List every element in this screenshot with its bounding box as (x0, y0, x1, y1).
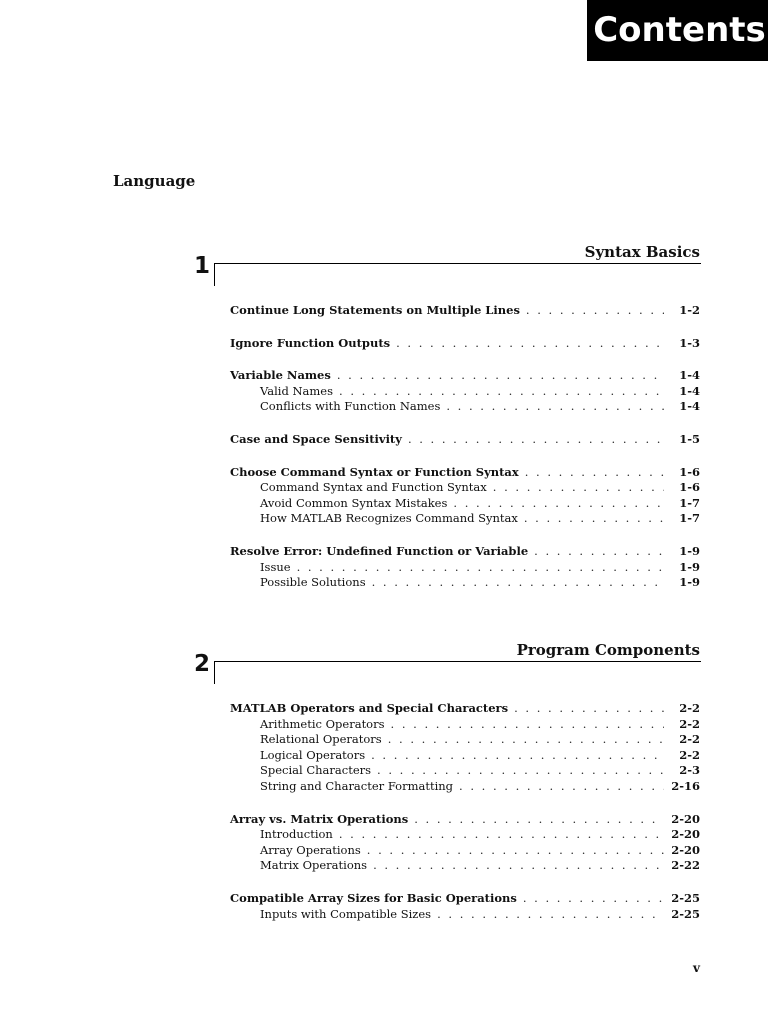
entry-title: How MATLAB Recognizes Command Syntax (260, 511, 518, 526)
toc-subsection-entry[interactable] (230, 384, 700, 400)
toc-subsection-entry[interactable] (230, 480, 700, 496)
toc-section-entry[interactable] (230, 368, 700, 384)
dot-leader (414, 812, 664, 828)
toc-section-entry[interactable] (230, 544, 700, 560)
entry-title: Possible Solutions (260, 575, 366, 590)
entry-title: Resolve Error: Undefined Function or Variable (230, 543, 529, 558)
entry-page-number: 2-20 (671, 811, 700, 826)
toc-subsection-entry[interactable] (230, 779, 700, 795)
entry-page-number: 1-4 (679, 368, 700, 383)
toc-section-entry[interactable] (230, 701, 700, 717)
dot-leader (297, 560, 664, 576)
dot-leader (377, 763, 664, 779)
dot-leader (459, 779, 664, 795)
dot-leader (396, 336, 664, 352)
toc-subsection-entry[interactable] (230, 763, 700, 779)
dot-leader (493, 480, 664, 496)
dot-leader (367, 843, 664, 859)
dot-leader (339, 827, 664, 843)
dot-leader (514, 701, 664, 717)
entry-title: Choose Command Syntax or Function Syntax (230, 464, 519, 479)
dot-leader (523, 891, 664, 907)
toc-subsection-entry[interactable] (230, 827, 700, 843)
entry-page-number: 1-9 (679, 575, 700, 590)
entry-page-number: 1-5 (679, 431, 700, 446)
entry-title: Conflicts with Function Names (260, 399, 441, 414)
toc-section-entry[interactable] (230, 891, 700, 907)
entry-title: Command Syntax and Function Syntax (260, 480, 487, 495)
chapter-number: 2 (194, 651, 211, 677)
entry-title: Array Operations (260, 842, 361, 857)
toc-entries-chapter-2 (230, 701, 700, 922)
dot-leader (437, 907, 664, 923)
dot-leader (388, 732, 664, 748)
dot-leader (337, 368, 664, 384)
entry-title: Relational Operators (260, 732, 382, 747)
chapter-rule (214, 263, 701, 286)
entry-page-number: 2-22 (671, 858, 700, 873)
entry-page-number: 2-2 (679, 701, 700, 715)
entry-title: Matrix Operations (260, 858, 368, 873)
entry-title: Compatible Array Sizes for Basic Operations (230, 890, 517, 905)
entry-page-number: 1-4 (679, 399, 700, 414)
toc-section-entry[interactable] (230, 303, 700, 319)
chapter-rule (214, 661, 701, 684)
entry-page-number: 2-20 (671, 827, 700, 842)
entry-page-number: 1-2 (679, 303, 700, 317)
dot-leader (373, 858, 664, 874)
dot-leader (453, 496, 664, 512)
toc-subsection-entry[interactable] (230, 748, 700, 764)
toc-subsection-entry[interactable] (230, 511, 700, 527)
entry-title: Continue Long Statements on Multiple Lines (230, 303, 520, 317)
entry-page-number: 2-25 (671, 906, 700, 921)
dot-leader (408, 432, 664, 448)
entry-title: Special Characters (260, 763, 372, 778)
entry-title: Case and Space Sensitivity (230, 431, 402, 446)
entry-title: Issue (260, 559, 291, 574)
entry-title: MATLAB Operators and Special Characters (230, 701, 509, 715)
toc-entries-chapter-1 (230, 303, 700, 591)
entry-page-number: 1-6 (679, 464, 700, 479)
chapter-number: 1 (194, 253, 211, 279)
entry-page-number: 2-3 (679, 763, 700, 778)
toc-subsection-entry[interactable] (230, 717, 700, 733)
chapter-title[interactable]: Program Components (516, 641, 700, 659)
entry-title: Inputs with Compatible Sizes (260, 906, 432, 921)
entry-page-number: 2-2 (679, 716, 700, 731)
toc-subsection-entry[interactable] (230, 575, 700, 591)
dot-leader (391, 717, 664, 733)
dot-leader (526, 303, 664, 319)
toc-section-entry[interactable] (230, 465, 700, 481)
entry-page-number: 2-2 (679, 732, 700, 747)
toc-subsection-entry[interactable] (230, 858, 700, 874)
entry-page-number: 1-3 (679, 335, 700, 350)
toc-subsection-entry[interactable] (230, 732, 700, 748)
entry-page-number: 1-9 (679, 543, 700, 558)
toc-subsection-entry[interactable] (230, 399, 700, 415)
entry-page-number: 1-4 (679, 383, 700, 398)
dot-leader (372, 575, 664, 591)
entry-page-number: 2-16 (671, 778, 700, 793)
entry-page-number: 1-9 (679, 559, 700, 574)
dot-leader (534, 544, 664, 560)
dot-leader (524, 511, 664, 527)
toc-subsection-entry[interactable] (230, 496, 700, 512)
dot-leader (371, 748, 664, 764)
entry-title: Array vs. Matrix Operations (230, 811, 409, 826)
entry-page-number: 2-25 (671, 890, 700, 905)
entry-title: Arithmetic Operators (260, 716, 385, 731)
entry-title: Ignore Function Outputs (230, 335, 391, 350)
entry-title: Logical Operators (260, 747, 366, 762)
toc-subsection-entry[interactable] (230, 560, 700, 576)
entry-title: Valid Names (260, 383, 334, 398)
entry-title: Variable Names (230, 368, 331, 383)
toc-subsection-entry[interactable] (230, 843, 700, 859)
entry-page-number: 2-20 (671, 842, 700, 857)
footer-page-number: v (693, 961, 700, 975)
toc-section-entry[interactable] (230, 432, 700, 448)
toc-section-entry[interactable] (230, 336, 700, 352)
chapter-title[interactable]: Syntax Basics (584, 243, 700, 261)
toc-subsection-entry[interactable] (230, 907, 700, 923)
entry-title: Introduction (260, 827, 333, 842)
part-title: Language (113, 172, 196, 190)
entry-page-number: 2-2 (679, 747, 700, 762)
toc-section-entry[interactable] (230, 812, 700, 828)
entry-page-number: 1-7 (679, 495, 700, 510)
entry-page-number: 1-7 (679, 511, 700, 526)
contents-header-tab: Contents (587, 0, 768, 61)
entry-title: Avoid Common Syntax Mistakes (260, 495, 448, 510)
entry-page-number: 1-6 (679, 480, 700, 495)
dot-leader (339, 384, 664, 400)
entry-title: String and Character Formatting (260, 778, 454, 793)
dot-leader (446, 399, 664, 415)
dot-leader (525, 465, 664, 481)
